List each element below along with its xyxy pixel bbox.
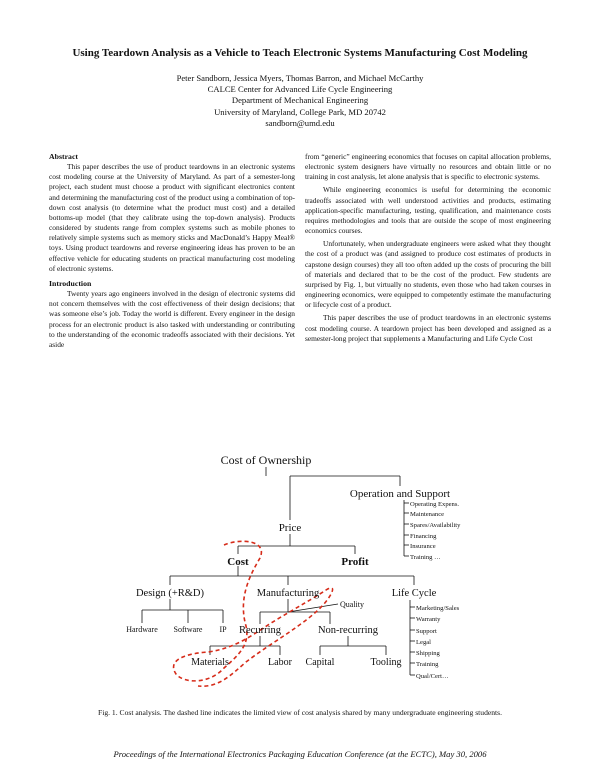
abstract-text: This paper describes the use of product teardowns in an electronic systems cost modeling course at the University of Maryland. As part of a semester-long project, each student must choose a product with significant electronics content and determining the manufacturing cost of the product using a combination of top-down cost analysis (to determine what the product must cost) and a detailed bottoms-up model (that they calibrate using the top-down analysis). Products considered by students range from complex systems such as mobile phones to relatively simple systems such as memory sticks and MacDonald’s Happy Meal® toys. Using product teardowns and reverse engineering ideas has proven to be an effective vehicle for educating students on practical manufacturing cost modeling of electronic systems.: [49, 162, 295, 273]
right-column: [305, 152, 551, 344]
node-cost-of-ownership: Cost of Ownership: [220, 453, 312, 467]
affiliation-line: Department of Mechanical Engineering: [231, 95, 369, 106]
node-operation-support: Operation and Support: [349, 488, 451, 500]
op-item: Operating Expens.: [410, 501, 460, 508]
body-paragraph: Unfortunately, when undergraduate engineers were asked what they thought the cost of a product was (and assigned to produce cost estimates of products in capstone design courses) they all too often added up the costs of procuring the bill of materials and declared that to be the cost of the product. Few students are surprised by Fig. 1, but virtually no students, even those who had taken courses in engineering economics, were equipped to competently estimate the manufacturing or lifecycle cost of a product.: [305, 239, 551, 310]
lc-item: Qual/Cert…: [416, 673, 449, 680]
op-item: Maintenance: [410, 511, 445, 518]
lc-item: Support: [416, 628, 437, 635]
body-paragraph: from “generic” engineering economics that focuses on capital allocation problems, electronic system designers have virtually no resources and obtain little or no training in cost analysis, let alone analysis that is specific to electronic systems.: [305, 152, 551, 182]
op-item: Training …: [410, 554, 441, 561]
node-ip: IP: [219, 625, 227, 634]
body-paragraph: This paper describes the use of product teardowns in an electronic systems cost modeling course. A teardown project has been developed and assigned as a semester-long project that supplements a Manufacturing and Life Cycle Cost: [305, 313, 551, 343]
node-hardware: Hardware: [126, 625, 158, 634]
node-quality: Quality: [340, 600, 364, 609]
author-block: [100, 73, 500, 129]
affiliation-line: CALCE Center for Advanced Life Cycle Engineering: [207, 84, 393, 95]
node-recurring: Recurring: [239, 625, 281, 636]
introduction-heading: Introduction: [49, 278, 92, 288]
node-tooling: Tooling: [370, 657, 402, 668]
op-item: Financing: [410, 533, 437, 540]
lc-item: Legal: [416, 639, 432, 646]
node-design: Design (+R&D): [135, 588, 205, 599]
introduction-paragraph: Twenty years ago engineers involved in the design of electronic systems did not concern themselves with the cost effectiveness of their design decisions; that was someone else’s job. Today the world is different. Every engineer in the design process for an electronic product is also tasked with understanding or contributing to the understanding of the economic tradeoffs associated with their decisions. Yet aside: [49, 289, 295, 349]
body-paragraph: While engineering economics is useful for determining the economic tradeoffs associated with well understood activities and products, estimating application-specific manufacturing, testing, qualification, and maintenance costs requires methodologies and tools that are outside the scope of most engineering economics courses.: [305, 185, 551, 236]
op-item: Insurance: [410, 543, 436, 550]
node-cost: Cost: [227, 556, 249, 568]
affiliation-line: University of Maryland, College Park, MD 20742: [214, 106, 386, 117]
node-price: Price: [278, 522, 302, 534]
paper-title: Using Teardown Analysis as a Vehicle to Teach Electronic Systems Manufacturing Cost Modeling: [72, 47, 528, 59]
node-materials: Materials: [191, 657, 229, 668]
node-manufacturing: Manufacturing: [256, 588, 320, 599]
page-footer: Proceedings of the International Electronics Packaging Education Conference (at the ECTC), May 30, 2006: [113, 749, 487, 759]
lc-item: Training: [416, 661, 439, 668]
figure-caption: Fig. 1. Cost analysis. The dashed line indicates the limited view of cost analysis shared by many undergraduate engineering students.: [98, 708, 502, 717]
node-software: Software: [173, 625, 203, 634]
lc-item: Marketing/Sales: [416, 605, 460, 612]
authors: Peter Sandborn, Jessica Myers, Thomas Barron, and Michael McCarthy: [176, 73, 424, 83]
node-labor: Labor: [268, 657, 292, 668]
email: sandborn@umd.edu: [265, 117, 335, 128]
lc-item: Shipping: [416, 650, 440, 657]
lc-item: Warranty: [416, 616, 441, 623]
cost-of-ownership-diagram: [100, 448, 520, 698]
left-column: [49, 152, 295, 350]
node-profit: Profit: [341, 556, 369, 568]
node-non-recurring: Non-recurring: [317, 625, 379, 636]
node-capital: Capital: [305, 657, 335, 668]
node-life-cycle: Life Cycle: [391, 588, 437, 599]
abstract-heading: Abstract: [49, 152, 79, 161]
op-item: Spares/Availability: [410, 522, 461, 529]
